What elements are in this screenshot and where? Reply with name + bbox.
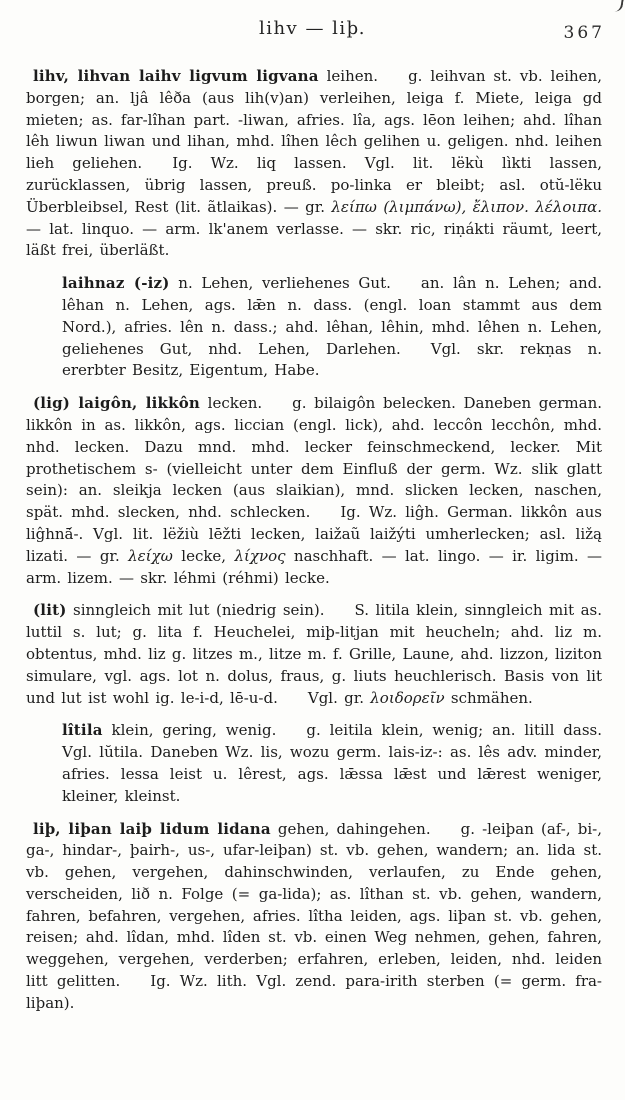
entry-text: S. litila klein, sinngleich mit as. luttil s. lut; g. lita f. Heuchelei, miþ-litjan mit heucheln; ahd. liz m. obtentus, mhd. liz g. litzes m., litze m. f. Grille, Laune, ahd. lizzon, liziton simulare, vgl. ags. lot n. dolus, fraus, g. liuts heuchlerisch. Basis von lit und lut ist wohl ig. le-i-d, lē-u-d. bbox=[26, 601, 602, 707]
entry-text: lecke, bbox=[172, 546, 235, 565]
running-head: lihv — liþ. bbox=[258, 18, 367, 39]
entry-headword: liþ, liþan laiþ lidum lidana bbox=[33, 819, 271, 838]
entry-text: Vgl. skr. rekṇas n. ererbter Besitz, Eigentum, Habe. bbox=[62, 339, 603, 380]
entry-text: Ig. Wz. lith. Vgl. zend. para-irith sterben (= germ. fra-liþan). bbox=[26, 972, 602, 1012]
entry-text: schmähen. bbox=[444, 688, 533, 707]
entry-text: klein, gering, wenig. bbox=[102, 721, 277, 740]
dictionary-entry-litila bbox=[62, 720, 602, 807]
entry-text: lecken. bbox=[200, 394, 263, 413]
entry-headword: (lig) laigôn, likkôn bbox=[33, 394, 201, 413]
greek-text: λείπω (λιμπάνω), ἔλιπον. λέλοιπα. bbox=[331, 197, 602, 216]
greek-text: λίχνος bbox=[234, 546, 286, 565]
dictionary-entry-laihnaz bbox=[62, 273, 602, 382]
entry-text: Ig. Wz. liĝh. German. likkôn aus liĝhnā́-. Vgl. lit. lëžiù lēžti lecken, laižaũ laižýti umherlecken; asl. ližą lizati. — gr. bbox=[26, 503, 602, 565]
page-edge-mark bbox=[612, 0, 624, 13]
dictionary-entry-lit bbox=[26, 600, 602, 709]
entry-text: g. bilaigôn belecken. Daneben german. likkôn in as. likkôn, ags. liccian (engl. lick), ahd. leccôn lecchôn, mhd. nhd. lecken. Dazu mnd. mhd. lecker feinschmeckend, lecker. Mit prothetischem s- (vielleicht unter dem Einfluß der germ. Wz. slik glatt sein): an. sleikja lecken (aus slaikian), mnd. slicken lecken, naschen, spät. mhd. slecken, nhd. schlecken. bbox=[26, 394, 602, 522]
page-header bbox=[0, 18, 625, 46]
entry-text: n. Lehen, verliehenes Gut. bbox=[169, 274, 391, 293]
entry-text: an. lân n. Lehen; and. lêhan n. Lehen, ags. lǣn n. dass. (engl. loan stammt aus dem Nord.), afries. lên n. dass.; ahd. lêhan, lêhin, mhd. lêhen n. Lehen, geliehenes Gut, nhd. Lehen, Darlehen. bbox=[62, 274, 602, 358]
dictionary-entry-lith bbox=[26, 819, 602, 1015]
entry-headword: (lit) bbox=[33, 601, 67, 620]
entry-text: — lat. linquo. — arm. lk'anem verlasse. — skr. ric, riṇákti räumt, leert, läßt frei, überläßt. bbox=[26, 219, 602, 260]
entry-headword: lihv, lihvan laihv ligvum ligvana bbox=[33, 67, 319, 85]
dictionary-entry-lig bbox=[26, 393, 602, 589]
entry-text: gehen, dahingehen. bbox=[270, 819, 431, 838]
entry-text: leihen. bbox=[318, 67, 379, 85]
entry-text: g. -leiþan (af-, bi-, ga-, hindar-, þairh-, us-, ufar-leiþan) st. vb. gehen, wandern; an. lida st. vb. gehen, vergehen, dahinschwinden, verlaufen, zu Ende gehen, verscheiden, lið n. Folge (= ga-lida); as. lîthan st. vb. gehen, wandern, fahren, befahren, vergehen, afries. lîtha leiden, ags. liþan st. vb. gehen, reisen; ahd. lîdan, mhd. lîden st. vb. einen Weg nehmen, gehen, fahren, weggehen, vergehen, verderben; erfahren, erleben, leiden, nhd. leiden litt gelitten. bbox=[26, 819, 602, 991]
page-number: 367 bbox=[563, 23, 605, 43]
entry-text: Vgl. gr. bbox=[307, 688, 371, 707]
greek-text: λοιδορεῖν bbox=[370, 688, 445, 707]
dictionary-entry-lihv bbox=[26, 66, 602, 262]
entry-headword: lîtila bbox=[62, 721, 103, 740]
entry-text: Ig. Wz. liq lassen. Vgl. lit. lëkù lìkti lassen, zurücklassen, übrig lassen, preuß. po-linka er bleibt; asl. otŭ-lëku Überbleibsel, Rest (lit. ãtlaikas). — gr. bbox=[26, 154, 602, 216]
entry-text: sinngleich mit lut (niedrig sein). bbox=[66, 601, 325, 620]
page-body bbox=[26, 66, 602, 1015]
entry-text: g. leihvan st. vb. leihen, borgen; an. ljâ lêða (aus lih(v)an) verleihen, leiga f. Miete, leiga gd mieten; as. far-lîhan part. -liwan, afries. lîa, ags. lēon leihen; ahd. lîhan lêh liwun liwan und lihan, mhd. lîhen lêch gelihen u. geligen. nhd. leihen lieh geliehen. bbox=[26, 67, 602, 173]
entry-headword: laihnaz (-iz) bbox=[62, 274, 170, 293]
entry-text: g. leitila klein, wenig; an. litill dass. Vgl. lŭtila. Daneben Wz. lis, wozu germ. lais-iz-: as. lês adv. minder, afries. lessa leist u. lêrest, ags. lǣssa lǣst und lǣrest weniger, kleiner, kleinst. bbox=[62, 721, 602, 805]
entry-text: naschhaft. — lat. lingo. — ir. ligim. — arm. lizem. — skr. léhmi (réhmi) lecke. bbox=[26, 546, 602, 587]
greek-text: λείχω bbox=[128, 546, 173, 565]
